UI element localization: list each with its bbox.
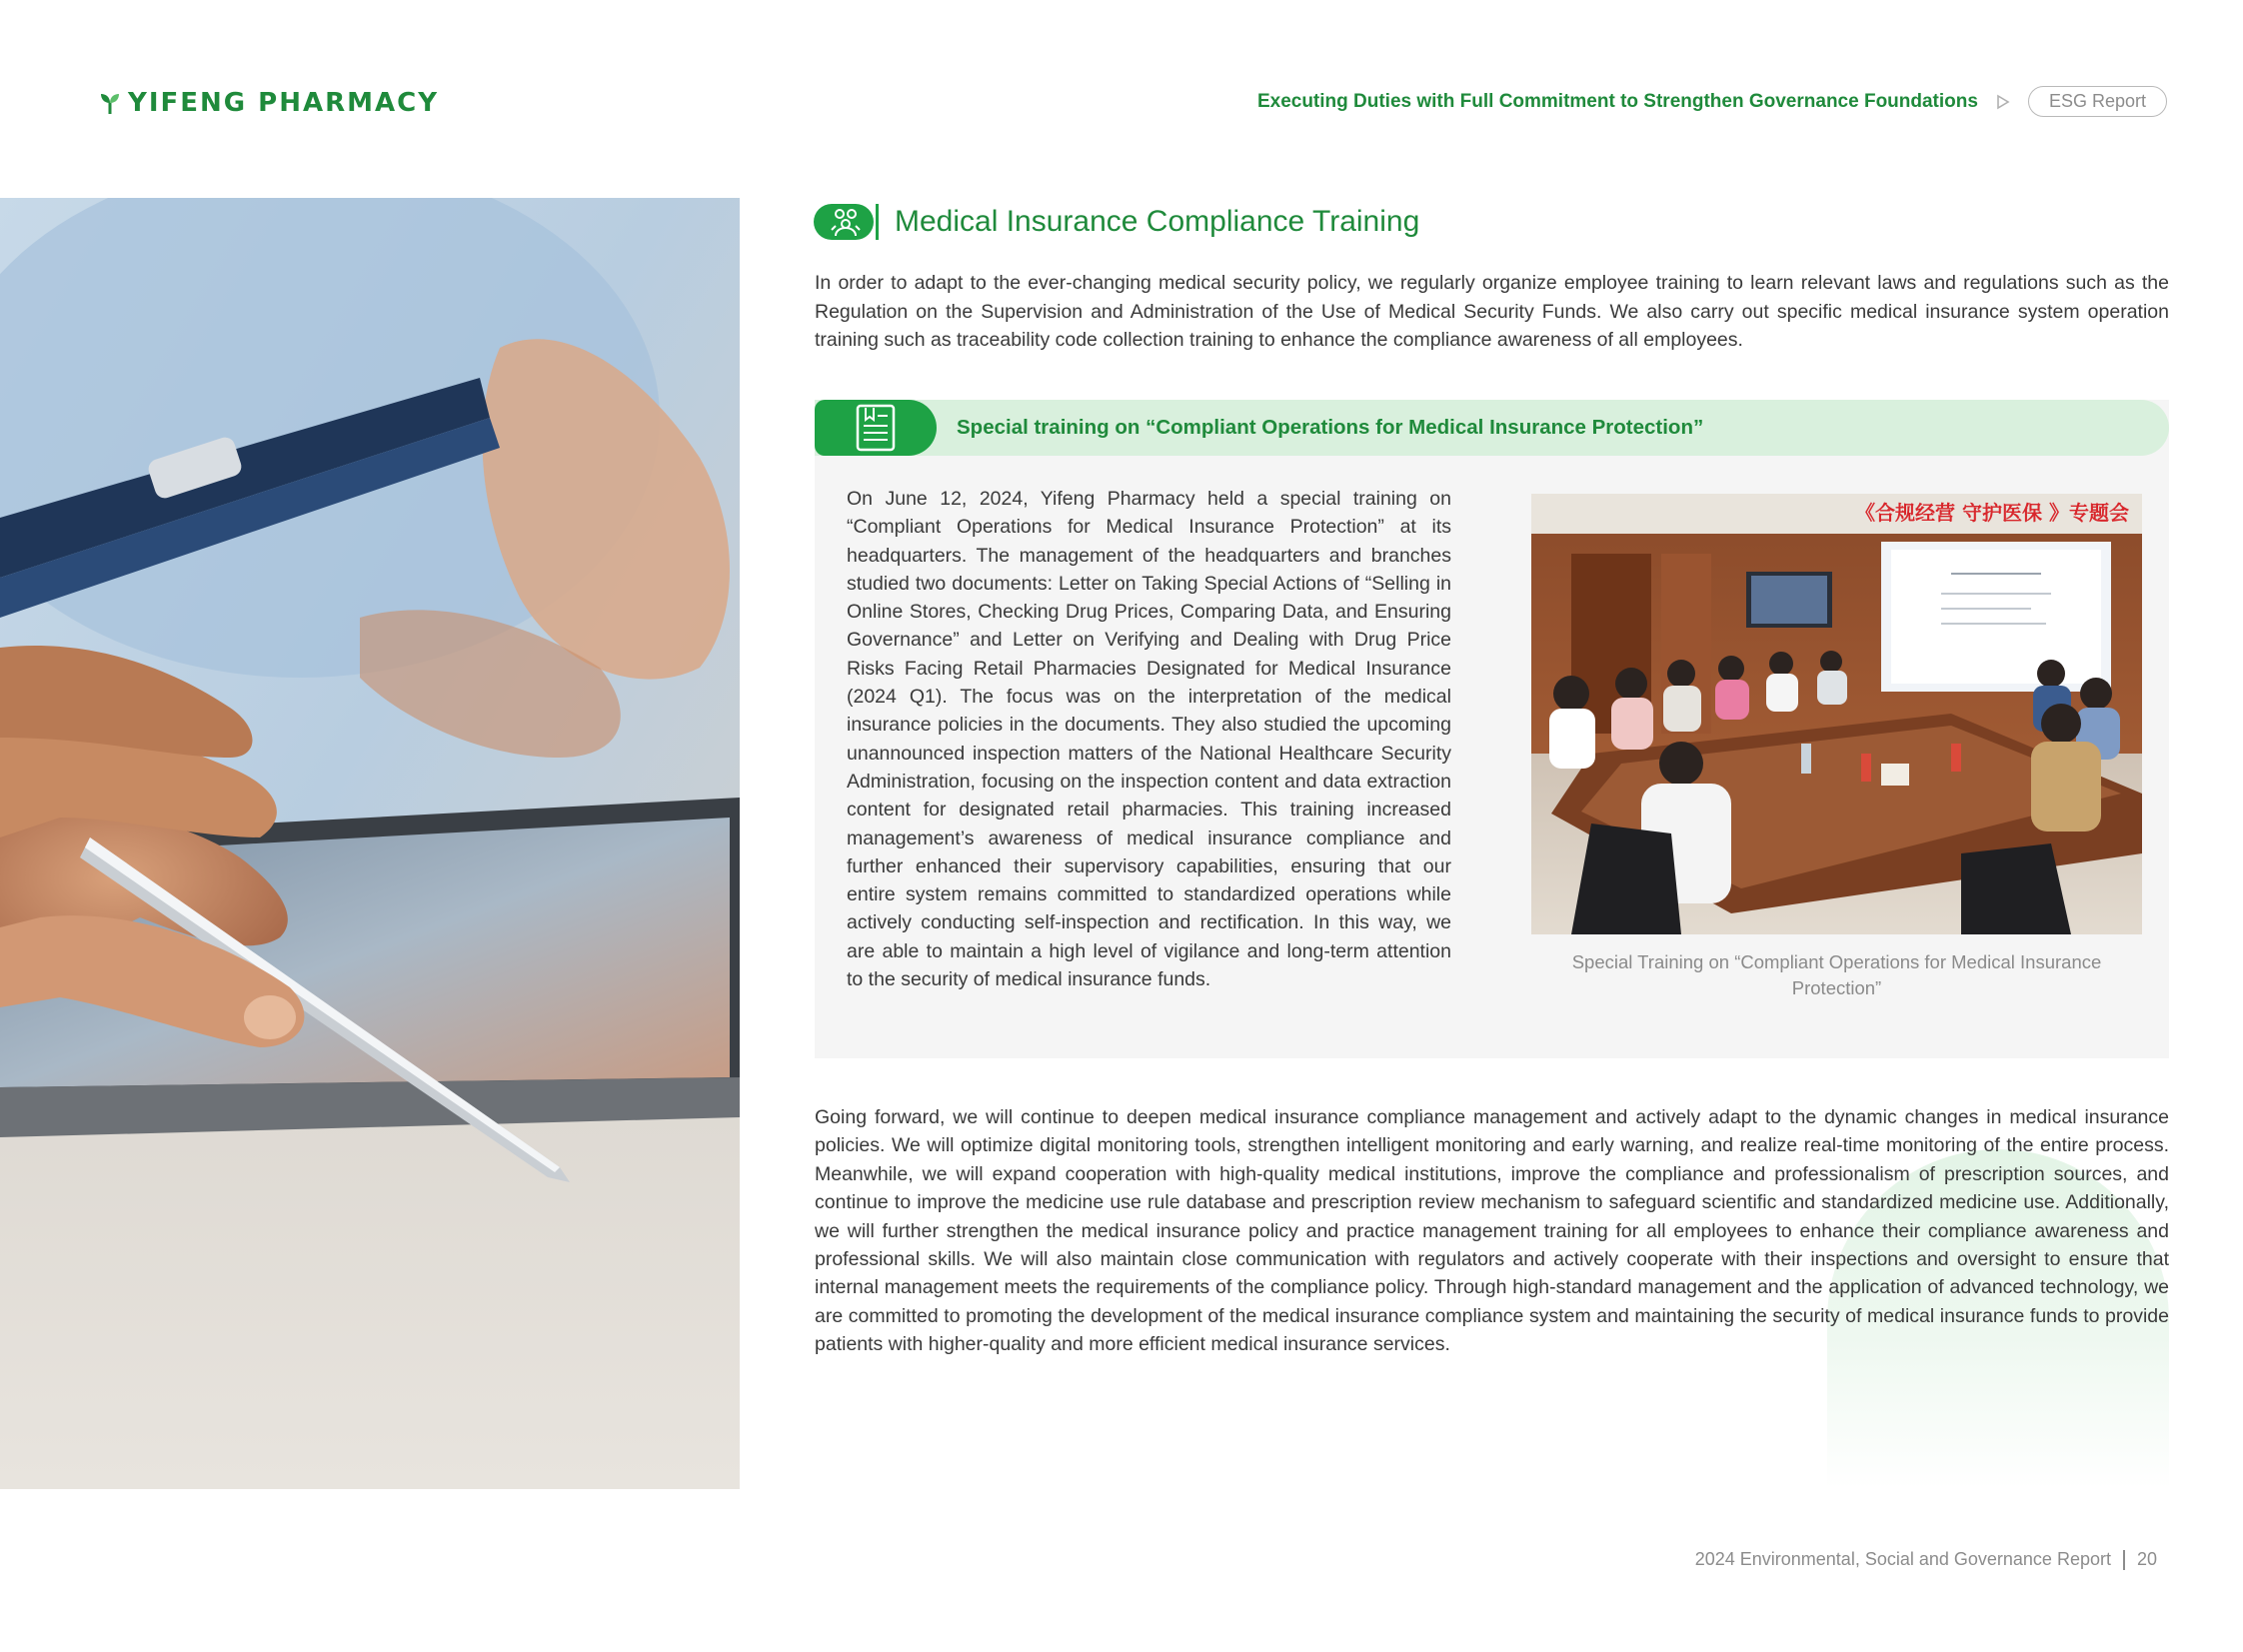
footer-divider: [2123, 1550, 2125, 1570]
section-title: Medical Insurance Compliance Training: [895, 205, 1420, 238]
footer-report-name: 2024 Environmental, Social and Governance Report: [1694, 1549, 2111, 1569]
brand-logo: [100, 88, 439, 118]
triangle-right-icon: [1996, 94, 2010, 110]
esg-report-badge[interactable]: ESG Report: [2028, 86, 2167, 117]
training-meeting-photo: [1531, 494, 2142, 934]
outlook-paragraph: Going forward, we will continue to deepen medical insurance compliance management and actively adapt to the dynamic changes in medical insurance policies. We will optimize digital monitoring tools, strengthen intelligent monitoring and early warning, and realize real-time monitoring of the entire process. Meanwhile, we will expand cooperation with high-quality medical institutions, improve the compliance and professionalism of prescription sources, and continue to improve the medicine use rule database and prescription review mechanism to safeguard scientific and standardized medicine use. Additionally, we will further strengthen the medical insurance policy and practice management training for all employees to enhance their compliance awareness and professional skills. We will also maintain close communication with regulators and actively cooperate with their inspections and oversight to ensure that internal management meets the requirements of the compliance policy. Through high-standard management and the application of advanced technology, we are committed to promoting the development of the medical insurance compliance system and maintaining the security of medical insurance funds to provide patients with higher-quality and more efficient medical insurance services.: [815, 1106, 2169, 1356]
training-title: Special training on “Compliant Operations for Medical Insurance Protection”: [957, 416, 1704, 439]
photo-caption: Special Training on “Compliant Operations for Medical Insurance Protection”: [1571, 951, 2102, 998]
page-footer: [1695, 1549, 2157, 1570]
people-training-icon: [814, 200, 880, 244]
sprout-icon: [100, 91, 120, 115]
header-breadcrumb: [1257, 86, 2167, 117]
chapter-title: Executing Duties with Full Commitment to Strengthen Governance Foundations: [1256, 90, 1978, 112]
meeting-banner-text: 《合规经营 守护医保 》专题会: [1855, 501, 2129, 525]
hero-photo-pen-tablet: [0, 198, 740, 1489]
intro-paragraph: In order to adapt to the ever-changing medical security policy, we regularly organize employee training to learn relevant laws and regulations such as the Regulation on the Supervision and Administration of the Use of Medical Security Funds. We also carry out specific medical insurance system operation training such as traceability code collection training to enhance the compliance awareness of all employees.: [815, 272, 2169, 351]
page-number: 20: [2136, 1549, 2157, 1569]
document-icon: [815, 400, 937, 456]
logo-text: YIFENG PHARMACY: [128, 88, 440, 118]
training-body: On June 12, 2024, Yifeng Pharmacy held a special training on “Compliant Operations for Medical Insurance Protection” at its headquarters. The management of the headquarters and branches studied two documents: Letter on Taking Special Actions of “Selling in Online Stores, Checking Drug Prices, Comparing Data, and Ensuring Governance” and Letter on Verifying and Dealing with Drug Price Risks Facing Retail Pharmacies Designated for Medical Insurance (2024 Q1). The focus was on the interpretation of the medical insurance policies in the documents. They also studied the upcoming unannounced inspection matters of the National Healthcare Security Administration, focusing on the inspection content and data extraction content for designated retail pharmacies. This training increased management’s awareness of medical insurance compliance and further enhanced their supervisory capabilities, ensuring that our entire system remains committed to standardized operations while actively conducting self-inspection and rectification. In this way, we are able to maintain a high level of vigilance and long-term attention to the security of medical insurance funds.: [847, 488, 1451, 991]
